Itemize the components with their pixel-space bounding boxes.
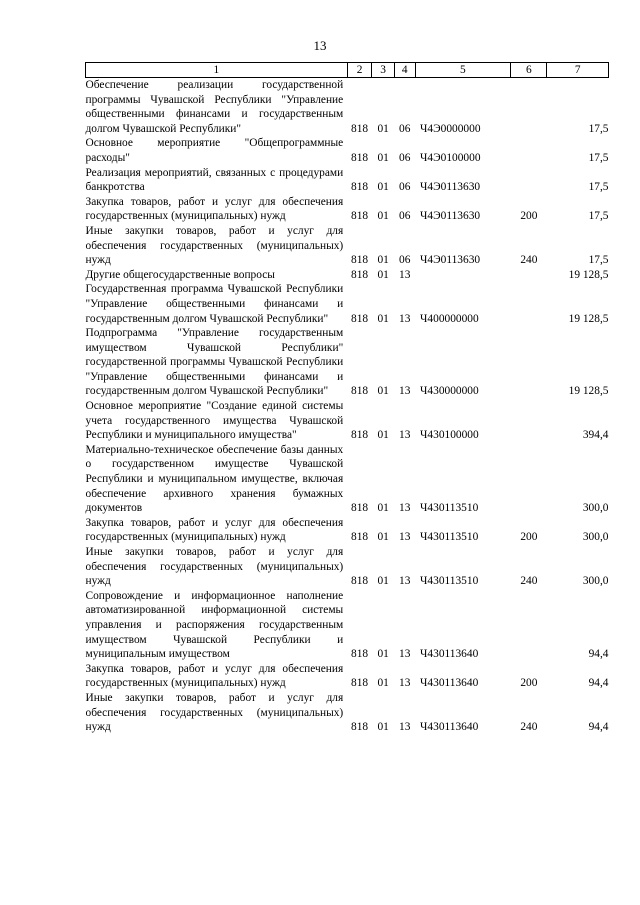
row-amount: 300,0 <box>582 502 609 515</box>
row-admin-code: 818 <box>351 429 369 442</box>
table-header-row <box>86 63 609 78</box>
row-admin-code: 818 <box>351 721 369 734</box>
row-expense-type: 240 <box>520 575 538 588</box>
table-row <box>86 662 609 691</box>
row-name: Иные закупки товаров, работ и услуг для обеспечения государственных (муниципальных) нужд <box>85 546 344 588</box>
row-section: 01 <box>377 312 389 325</box>
row-admin-code: 818 <box>351 312 369 325</box>
row-name: Государственная программа Чувашской Республики "Управление общественными финансами и государственным долгом Чувашской Республики" <box>85 283 344 325</box>
row-admin-code: 818 <box>351 254 369 267</box>
row-subsection: 06 <box>399 151 411 164</box>
row-amount: 300,0 <box>582 531 609 544</box>
row-subsection: 13 <box>399 429 411 442</box>
row-amount: 17,5 <box>588 181 609 194</box>
table-row <box>86 78 609 137</box>
row-subsection: 06 <box>399 210 411 223</box>
table-row <box>86 691 609 735</box>
table-row <box>86 545 609 589</box>
row-subsection: 13 <box>399 721 411 734</box>
row-admin-code: 818 <box>351 385 369 398</box>
row-name: Основное мероприятие "Создание единой системы учета государственного имущества Чувашской Республики и муниципального имущества" <box>85 400 344 442</box>
table-row <box>86 516 609 545</box>
row-section: 01 <box>377 151 389 164</box>
row-target-article: Ч4Э0113630 <box>420 254 481 267</box>
row-subsection: 06 <box>399 122 411 135</box>
row-target-article: Ч430113510 <box>420 502 479 515</box>
budget-table <box>85 62 609 735</box>
row-section: 01 <box>377 122 389 135</box>
row-admin-code: 818 <box>351 181 369 194</box>
row-name: Сопровождение и информационное наполнение автоматизированной информационной системы управления и распоряжения государственным имуществом Чувашской Республики и муниципальным имуществом <box>85 589 344 661</box>
row-subsection: 13 <box>399 677 411 690</box>
row-target-article: Ч430113510 <box>420 575 479 588</box>
header-cell-5: 5 <box>415 63 511 78</box>
row-section: 01 <box>377 210 389 223</box>
row-target-article: Ч4Э0100000 <box>420 151 481 164</box>
row-target-article: Ч400000000 <box>420 312 479 325</box>
header-cell-3: 3 <box>372 63 395 78</box>
row-section: 01 <box>377 575 389 588</box>
table-row <box>86 399 609 443</box>
row-amount: 19 128,5 <box>568 385 609 398</box>
row-section: 01 <box>377 181 389 194</box>
row-name: Основное мероприятие "Общепрограммные расходы" <box>85 137 344 164</box>
row-target-article: Ч430113640 <box>420 721 479 734</box>
row-expense-type <box>511 589 547 662</box>
row-target-article: Ч430100000 <box>420 429 479 442</box>
row-expense-type <box>511 166 547 195</box>
table-row <box>86 326 609 399</box>
header-cell-6: 6 <box>511 63 547 78</box>
row-section: 01 <box>377 677 389 690</box>
row-admin-code: 818 <box>351 648 369 661</box>
row-section: 01 <box>377 721 389 734</box>
row-expense-type <box>511 136 547 165</box>
row-subsection: 13 <box>399 502 411 515</box>
row-amount: 19 128,5 <box>568 312 609 325</box>
row-amount: 94,4 <box>588 648 609 661</box>
row-admin-code: 818 <box>351 502 369 515</box>
row-admin-code: 818 <box>351 268 369 281</box>
row-target-article: Ч4Э0000000 <box>420 122 481 135</box>
row-section: 01 <box>377 502 389 515</box>
row-name: Реализация мероприятий, связанных с процедурами банкротства <box>85 166 344 194</box>
row-name: Подпрограмма "Управление государственным имуществом Чувашской Республики" государственной программы Чувашской Республики "Управление общественными финансами и государственным долгом Чувашской Республики" <box>85 327 344 398</box>
row-target-article: Ч4Э0113630 <box>420 210 481 223</box>
header-cell-7: 7 <box>547 63 609 78</box>
row-name: Закупка товаров, работ и услуг для обеспечения государственных (муниципальных) нужд <box>85 662 344 690</box>
row-target-article <box>415 268 511 283</box>
row-subsection: 13 <box>399 575 411 588</box>
row-target-article: Ч430000000 <box>420 385 479 398</box>
row-expense-type: 240 <box>520 721 538 734</box>
row-admin-code: 818 <box>351 575 369 588</box>
row-subsection: 13 <box>399 268 411 281</box>
row-amount: 300,0 <box>582 575 609 588</box>
row-amount: 17,5 <box>588 122 609 135</box>
row-subsection: 06 <box>399 181 411 194</box>
row-expense-type <box>511 78 547 137</box>
row-section: 01 <box>377 268 389 281</box>
header-cell-2: 2 <box>347 63 372 78</box>
row-amount: 394,4 <box>582 429 609 442</box>
row-target-article: Ч430113510 <box>420 531 479 544</box>
row-name: Иные закупки товаров, работ и услуг для обеспечения государственных (муниципальных) нужд <box>85 691 344 734</box>
row-section: 01 <box>377 531 389 544</box>
row-amount: 94,4 <box>588 721 609 734</box>
row-subsection: 13 <box>399 385 411 398</box>
row-expense-type: 200 <box>520 677 538 690</box>
table-row <box>86 166 609 195</box>
row-amount: 17,5 <box>588 254 609 267</box>
table-row <box>86 282 609 326</box>
table-row <box>86 136 609 165</box>
row-admin-code: 818 <box>351 122 369 135</box>
row-amount: 94,4 <box>588 677 609 690</box>
table-row <box>86 268 609 283</box>
row-name: Иные закупки товаров, работ и услуг для обеспечения государственных (муниципальных) нужд <box>85 224 344 267</box>
table-row <box>86 443 609 516</box>
row-section: 01 <box>377 254 389 267</box>
row-expense-type <box>511 268 547 283</box>
row-admin-code: 818 <box>351 531 369 544</box>
row-expense-type <box>511 399 547 443</box>
table-row <box>86 195 609 224</box>
row-section: 01 <box>377 429 389 442</box>
row-expense-type <box>511 326 547 399</box>
row-expense-type: 200 <box>520 210 538 223</box>
row-name: Обеспечение реализации государственной программы Чувашской Республики "Управление общественными финансами и государственным долгом Чувашской Республики" <box>85 79 344 135</box>
row-target-article: Ч430113640 <box>420 677 479 690</box>
row-section: 01 <box>377 648 389 661</box>
row-expense-type <box>511 443 547 516</box>
row-expense-type: 200 <box>520 531 538 544</box>
header-cell-1: 1 <box>86 63 348 78</box>
row-amount: 17,5 <box>588 210 609 223</box>
page-number: 13 <box>313 38 327 53</box>
row-subsection: 13 <box>399 531 411 544</box>
row-admin-code: 818 <box>351 677 369 690</box>
row-expense-type: 240 <box>520 254 538 267</box>
row-target-article: Ч430113640 <box>420 648 479 661</box>
row-admin-code: 818 <box>351 210 369 223</box>
table-row <box>86 224 609 268</box>
row-section: 01 <box>377 385 389 398</box>
row-amount: 19 128,5 <box>568 268 609 281</box>
row-name: Закупка товаров, работ и услуг для обеспечения государственных (муниципальных) нужд <box>85 516 344 544</box>
row-name: Закупка товаров, работ и услуг для обеспечения государственных (муниципальных) нужд <box>85 195 344 223</box>
row-subsection: 13 <box>399 312 411 325</box>
row-target-article: Ч4Э0113630 <box>420 181 481 194</box>
header-cell-4: 4 <box>394 63 415 78</box>
row-amount: 17,5 <box>588 151 609 164</box>
row-name: Другие общегосударственные вопросы <box>85 268 275 281</box>
row-subsection: 06 <box>399 254 411 267</box>
row-subsection: 13 <box>399 648 411 661</box>
table-row <box>86 589 609 662</box>
row-name: Материально-техническое обеспечение базы данных о государственном имуществе Чувашской Республики и муниципальном имуществе, включая обеспечение архивного хранения бумажных документов <box>85 443 344 515</box>
row-admin-code: 818 <box>351 151 369 164</box>
row-expense-type <box>511 282 547 326</box>
